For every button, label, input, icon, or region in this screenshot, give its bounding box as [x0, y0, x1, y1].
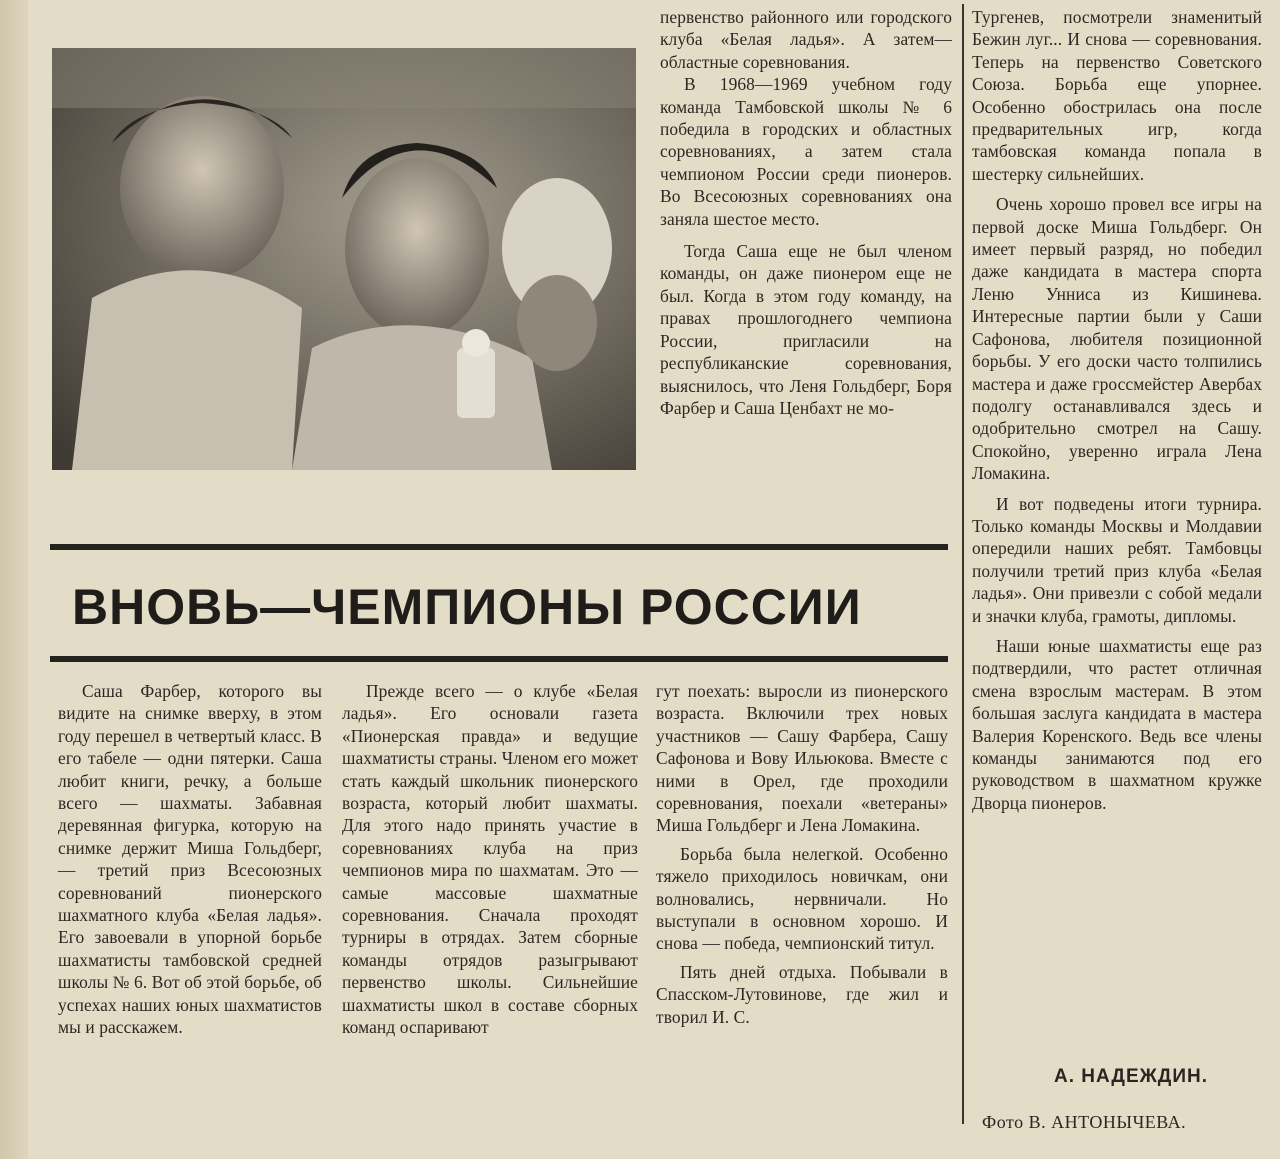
paragraph: Тогда Саша еще не был членом команды, он даже пионером еще не был. Когда в этом году команду, на правах прошлогоднего чемпиона России, пригласили на республиканские соревнования, выяснилось, что Леня Гольдберг, Боря Фарбер и Саша Ценбахт не мо- [660, 241, 952, 418]
headline-rule-top [50, 544, 948, 550]
headline-rule-bottom [50, 656, 948, 662]
column-4 [972, 6, 1262, 814]
paragraph: первенство районного или городского клуба «Белая ладья». А затем—областные соревнования. [660, 7, 952, 72]
column-divider [962, 4, 964, 1124]
paragraph: гут поехать: выросли из пионерского возраста. Включили трех новых участников — Сашу Фарбера, Сашу Сафонова и Вову Ильюкова. Вместе с ними в Орел, где проходили соревнования, поехали «ветераны» Миша Гольдберг и Лена Ломакина. [656, 681, 948, 836]
column-2 [342, 680, 638, 1039]
column-3 [656, 680, 948, 1028]
paragraph: В 1968—1969 учебном году команда Тамбовской школы № 6 победила в городских и областных соревнованиях, а затем стала чемпионом России среди пионеров. Во Всесоюзных соревнованиях она заняла шестое место. [660, 74, 952, 229]
photo-boys-chess [52, 48, 636, 470]
photo-credit: Фото В. АНТОНЫЧЕВА. [982, 1112, 1187, 1132]
paragraph: Саша Фарбер, которого вы видите на снимке вверху, в этом году перешел в четвертый класс. В его табеле — одни пятерки. Саша любит книги, речку, а больше всего — шахматы. Забавная деревянная фигурка, которую на снимке держит Миша Гольдберг, — третий приз Всесоюзных соревнований пионерского шахматного клуба «Белая ладья». Его завоевали в упорной борьбе шахматисты тамбовской средней школы № 6. Вот об этой борьбе, об успехах наших юных шахматистов мы и расскажем. [58, 681, 322, 1038]
paragraph: Наши юные шахматисты еще раз подтвердили, что растет отличная смена взрослым мастерам. В этом большая заслуга кандидата в мастера Валерия Коренского. Ведь все члены команды занимаются под его руководством в шахматном кружке Дворца пионеров. [972, 635, 1262, 813]
headline: ВНОВЬ—ЧЕМПИОНЫ РОССИИ [72, 579, 862, 635]
author-signature: А. НАДЕЖДИН. [1054, 1066, 1208, 1087]
column-1 [58, 680, 322, 1039]
paragraph: Тургенев, посмотрели знаменитый Бежин луг... И снова — соревнования. Теперь на первенство Советского Союза. Борьба еще упорнее. Особенно обострилась она после предварительных игр, когда тамбовская команда попала в шестерку сильнейших. [972, 7, 1262, 184]
paragraph: Прежде всего — о клубе «Белая ладья». Его основали газета «Пионерская правда» и ведущие шахматисты страны. Членом его может стать каждый школьник пионерского возраста, который любит шахматы. Для этого надо принять участие в соревнованиях клуба на приз чемпионов мира по шахматам. Это — самые массовые шахматные соревнования. Сначала проходят турниры в отрядах. Затем сборные команды отрядов разыгрывают первенство школы. Сильнейшие шахматисты школ в составе сборных команд оспаривают [342, 681, 638, 1038]
paragraph: Пять дней отдыха. Побывали в Спасском-Лутовинове, где жил и творил И. С. [656, 961, 948, 1027]
column-top-middle [660, 6, 952, 419]
paragraph: И вот подведены итоги турнира. Только команды Москвы и Молдавии опередили наших ребят. Тамбовцы получили третий приз клуба «Белая ладья». Они привезли с собой медали и значки клуба, грамоты, дипломы. [972, 493, 1262, 626]
paragraph: Очень хорошо провел все игры на первой доске Миша Гольдберг. Он имеет первый разряд, но победил даже кандидата в мастера спорта Леню Унниса из Кишинева. Интересные партии были у Саши Сафонова, любителя позиционной борьбы. У его доски часто толпились мастера и даже гроссмейстер Авербах подолгу останавливался здесь и одобрительно смотрел на Сашу. Спокойно, уверенно играла Лена Ломакина. [972, 194, 1262, 484]
paragraph: Борьба была нелегкой. Особенно тяжело приходилось новичкам, они волновались, нервничали. Но выступали в основном хорошо. И снова — победа, чемпионский титул. [656, 843, 948, 954]
article-photo [52, 48, 636, 470]
